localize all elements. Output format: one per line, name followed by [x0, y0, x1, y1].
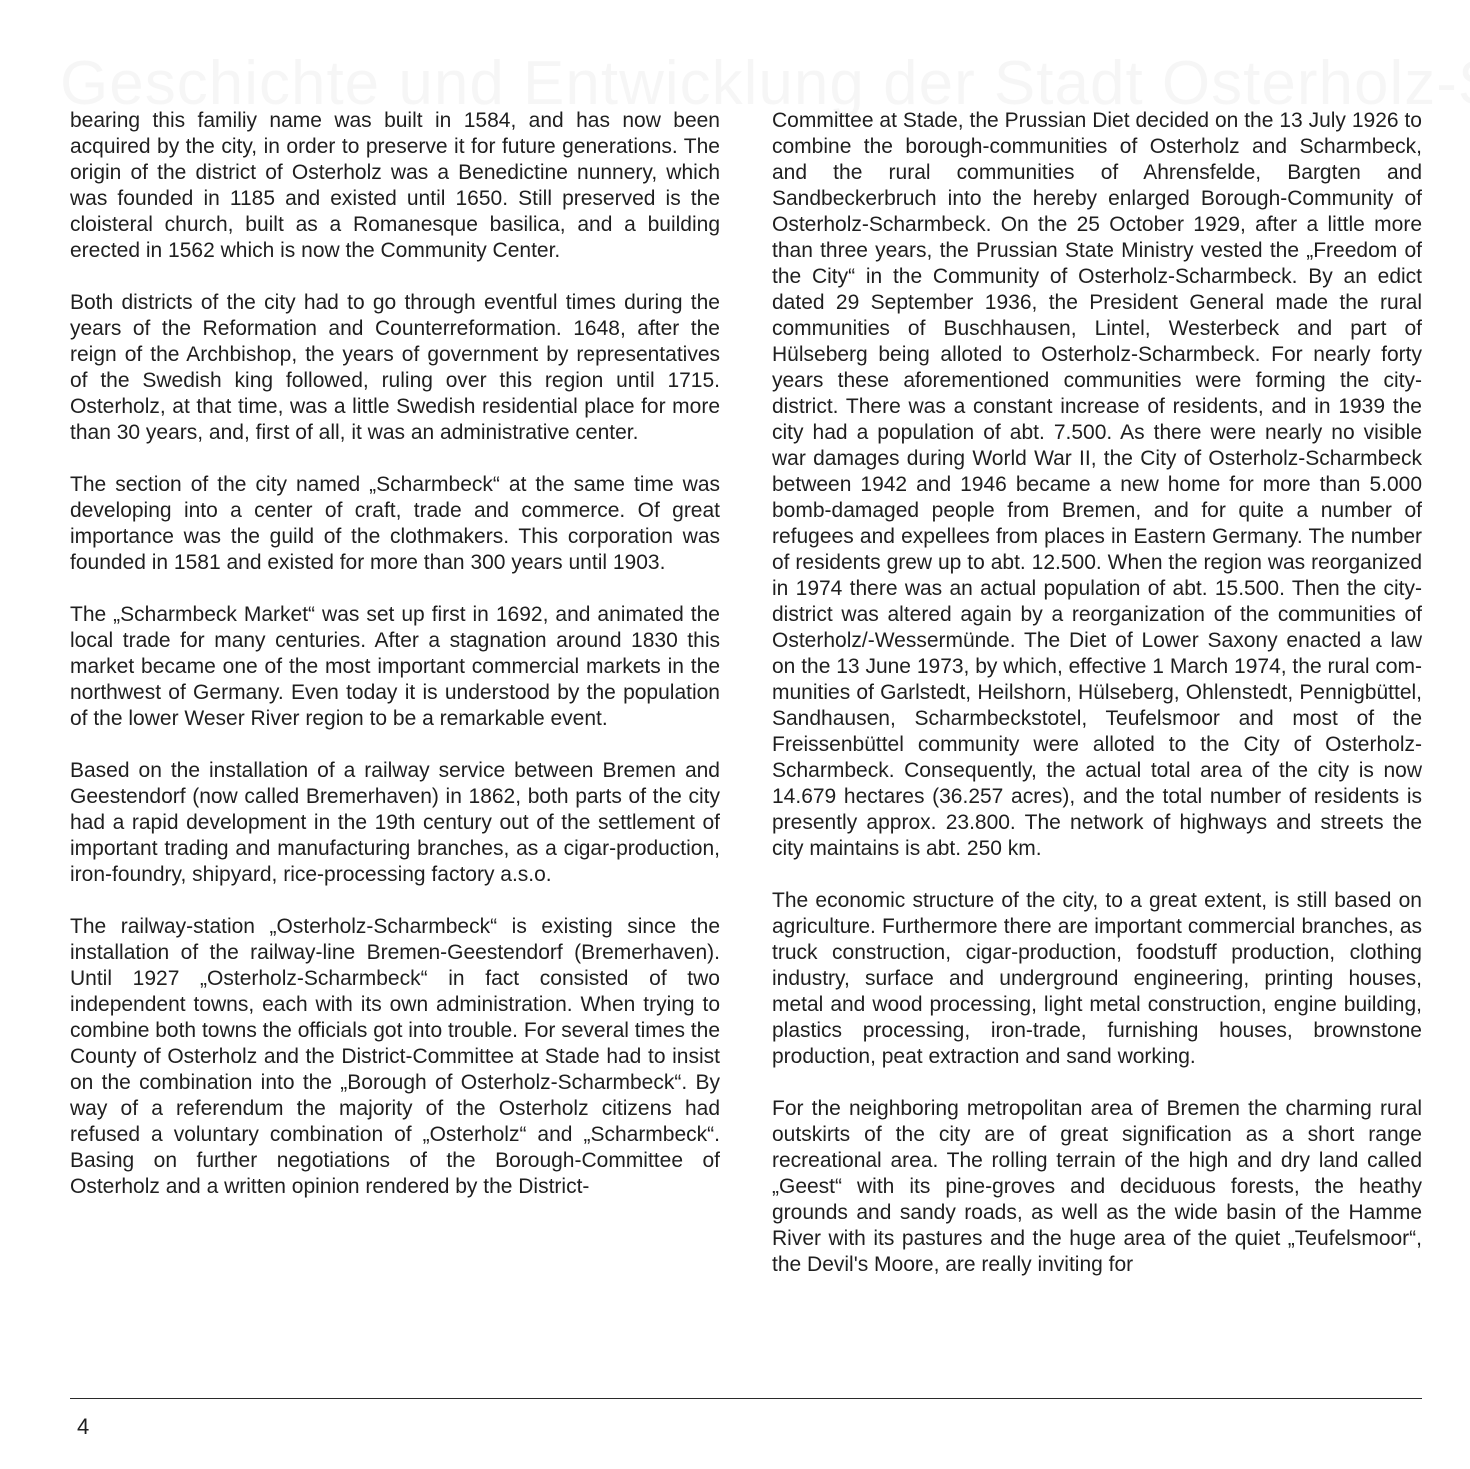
- paragraph: Both districts of the city had to go through eventful times during the years of the Reformation and Counterreformation. 1648, after the reign of the Archbishop, the years of government by representatives of the Swedish king followed, ruling over this region until 1715. Osterholz, at that time, was a little Swedish residential place for more than 30 years, and, first of all, it was an administrative center.: [70, 291, 720, 444]
- paragraph: Committee at Stade, the Prussian Diet decided on the 13 July 1926 to combine the borough-communities of Osterholz and Scharmbeck, and the rural communities of Ahrensfelde, Bargten and Sandbeckerbruch into the hereby enlarged Borough-Community of Osterholz-Scharmbeck. On the 25 October 1929, after a little more than three years, the Prussian State Ministry vested the „Freedom of the City“ in the Community of Osterholz-Scharmbeck. By an edict dated 29 September 1936, the President General made the rural communities of Buschhausen, Lintel, Westerbeck and part of Hülseberg being alloted to Osterholz-Scharmbeck. For nearly forty years these aforementioned communities were forming the city-district. There was a constant increase of residents, and in 1939 the city had a population of abt. 7.500. As there were nearly no visible war damages during World War II, the City of Osterholz-Scharmbeck between 1942 and 1946 became a new home for more than 5.000 bomb-damaged people from Bremen, and for quite a number of refugees and expellees from places in Eastern Germany. The number of residents grew up to abt. 12.500. When the region was reorganized in 1974 there was an actual population of abt. 15.500. Then the city-district was altered again by a reorganization of the communities of Osterholz/-Wessermünde. The Diet of Lower Saxony enacted a law on the 13 June 1973, by which, effective 1 March 1974, the rural communities of Garlstedt, Heilshorn, Hülseberg, Ohlenstedt, Pennigbüttel, Sandhausen, Scharmbeckstotel, Teufelsmoor and most of the Freissenbüttel community were alloted to the City of Osterholz-Scharmbeck. Consequently, the actual total area of the city is now 14.679 hectares (36.257 acres), and the total number of residents is presently approx. 23.800. The network of highways and streets the city maintains is abt. 250 km.: [772, 109, 1422, 860]
- right-column: [772, 108, 1422, 1278]
- paragraph: The section of the city named „Scharmbeck“ at the same time was developing into a center of craft, trade and commerce. Of great importance was the guild of the clothmakers. This corporation was founded in 1581 and existed for more than 300 years until 1903.: [70, 473, 720, 574]
- page-number: 4: [77, 1414, 90, 1439]
- paragraph: The „Scharmbeck Market“ was set up first in 1692, and animated the local trade for many centuries. After a stagnation around 1830 this market became one of the most important commercial markets in the northwest of Germany. Even today it is understood by the population of the lower Weser River region to be a remarkable event.: [70, 603, 720, 730]
- paragraph: Based on the installation of a railway service between Bremen and Geestendorf (now called Bremerhaven) in 1862, both parts of the city had a rapid development in the 19th century out of the settlement of important trading and manufacturing branches, as a cigar-production, iron-foundry, shipyard, rice-processing factory a.s.o.: [70, 759, 720, 886]
- paragraph: For the neighboring metropolitan area of Bremen the charming rural outskirts of the city are of great signification as a short range recreational area. The rolling terrain of the high and dry land called „Geest“ with its pine-groves and deciduous forests, the heathy grounds and sandy roads, as well as the wide basin of the Hamme River with its pastures and the huge area of the quiet „Teufelsmoor“, the Devil's Moore, are really inviting for: [772, 1097, 1422, 1276]
- paragraph: bearing this familiy name was built in 1584, and has now been acquired by the city, in order to preserve it for future generations. The origin of the district of Osterholz was a Benedictine nunnery, which was founded in 1185 and existed until 1650. Still preserved is the cloisteral church, built as a Romanesque basilica, and a building erected in 1562 which is now the Community Center.: [70, 109, 720, 262]
- footer-rule: [70, 1398, 1422, 1399]
- paragraph: The railway-station „Osterholz-Scharmbeck“ is existing since the installation of the railway-line Bremen-Geestendorf (Bremerhaven). Until 1927 „Osterholz-Scharmbeck“ in fact consisted of two independent towns, each with its own administration. When trying to combine both towns the officials got into trouble. For several times the County of Osterholz and the District-Committee at Stade had to insist on the combination into the „Borough of Osterholz-Scharmbeck“. By way of a referendum the majority of the Osterholz citizens had refused a voluntary combination of „Osterholz“ and „Scharmbeck“. Basing on further negotiations of the Borough-Committee of Osterholz and a written opinion rendered by the District-: [70, 915, 720, 1198]
- paragraph: The economic structure of the city, to a great extent, is still based on agriculture. Furthermore there are important commercial branches, as truck construction, cigar-production, foodstuff production, clothing industry, surface and underground engineering, printing houses, metal and wood processing, light metal construction, engine building, plastics processing, iron-trade, furnishing houses, brownstone production, peat extraction and sand working.: [772, 889, 1422, 1068]
- left-column: [70, 108, 720, 1200]
